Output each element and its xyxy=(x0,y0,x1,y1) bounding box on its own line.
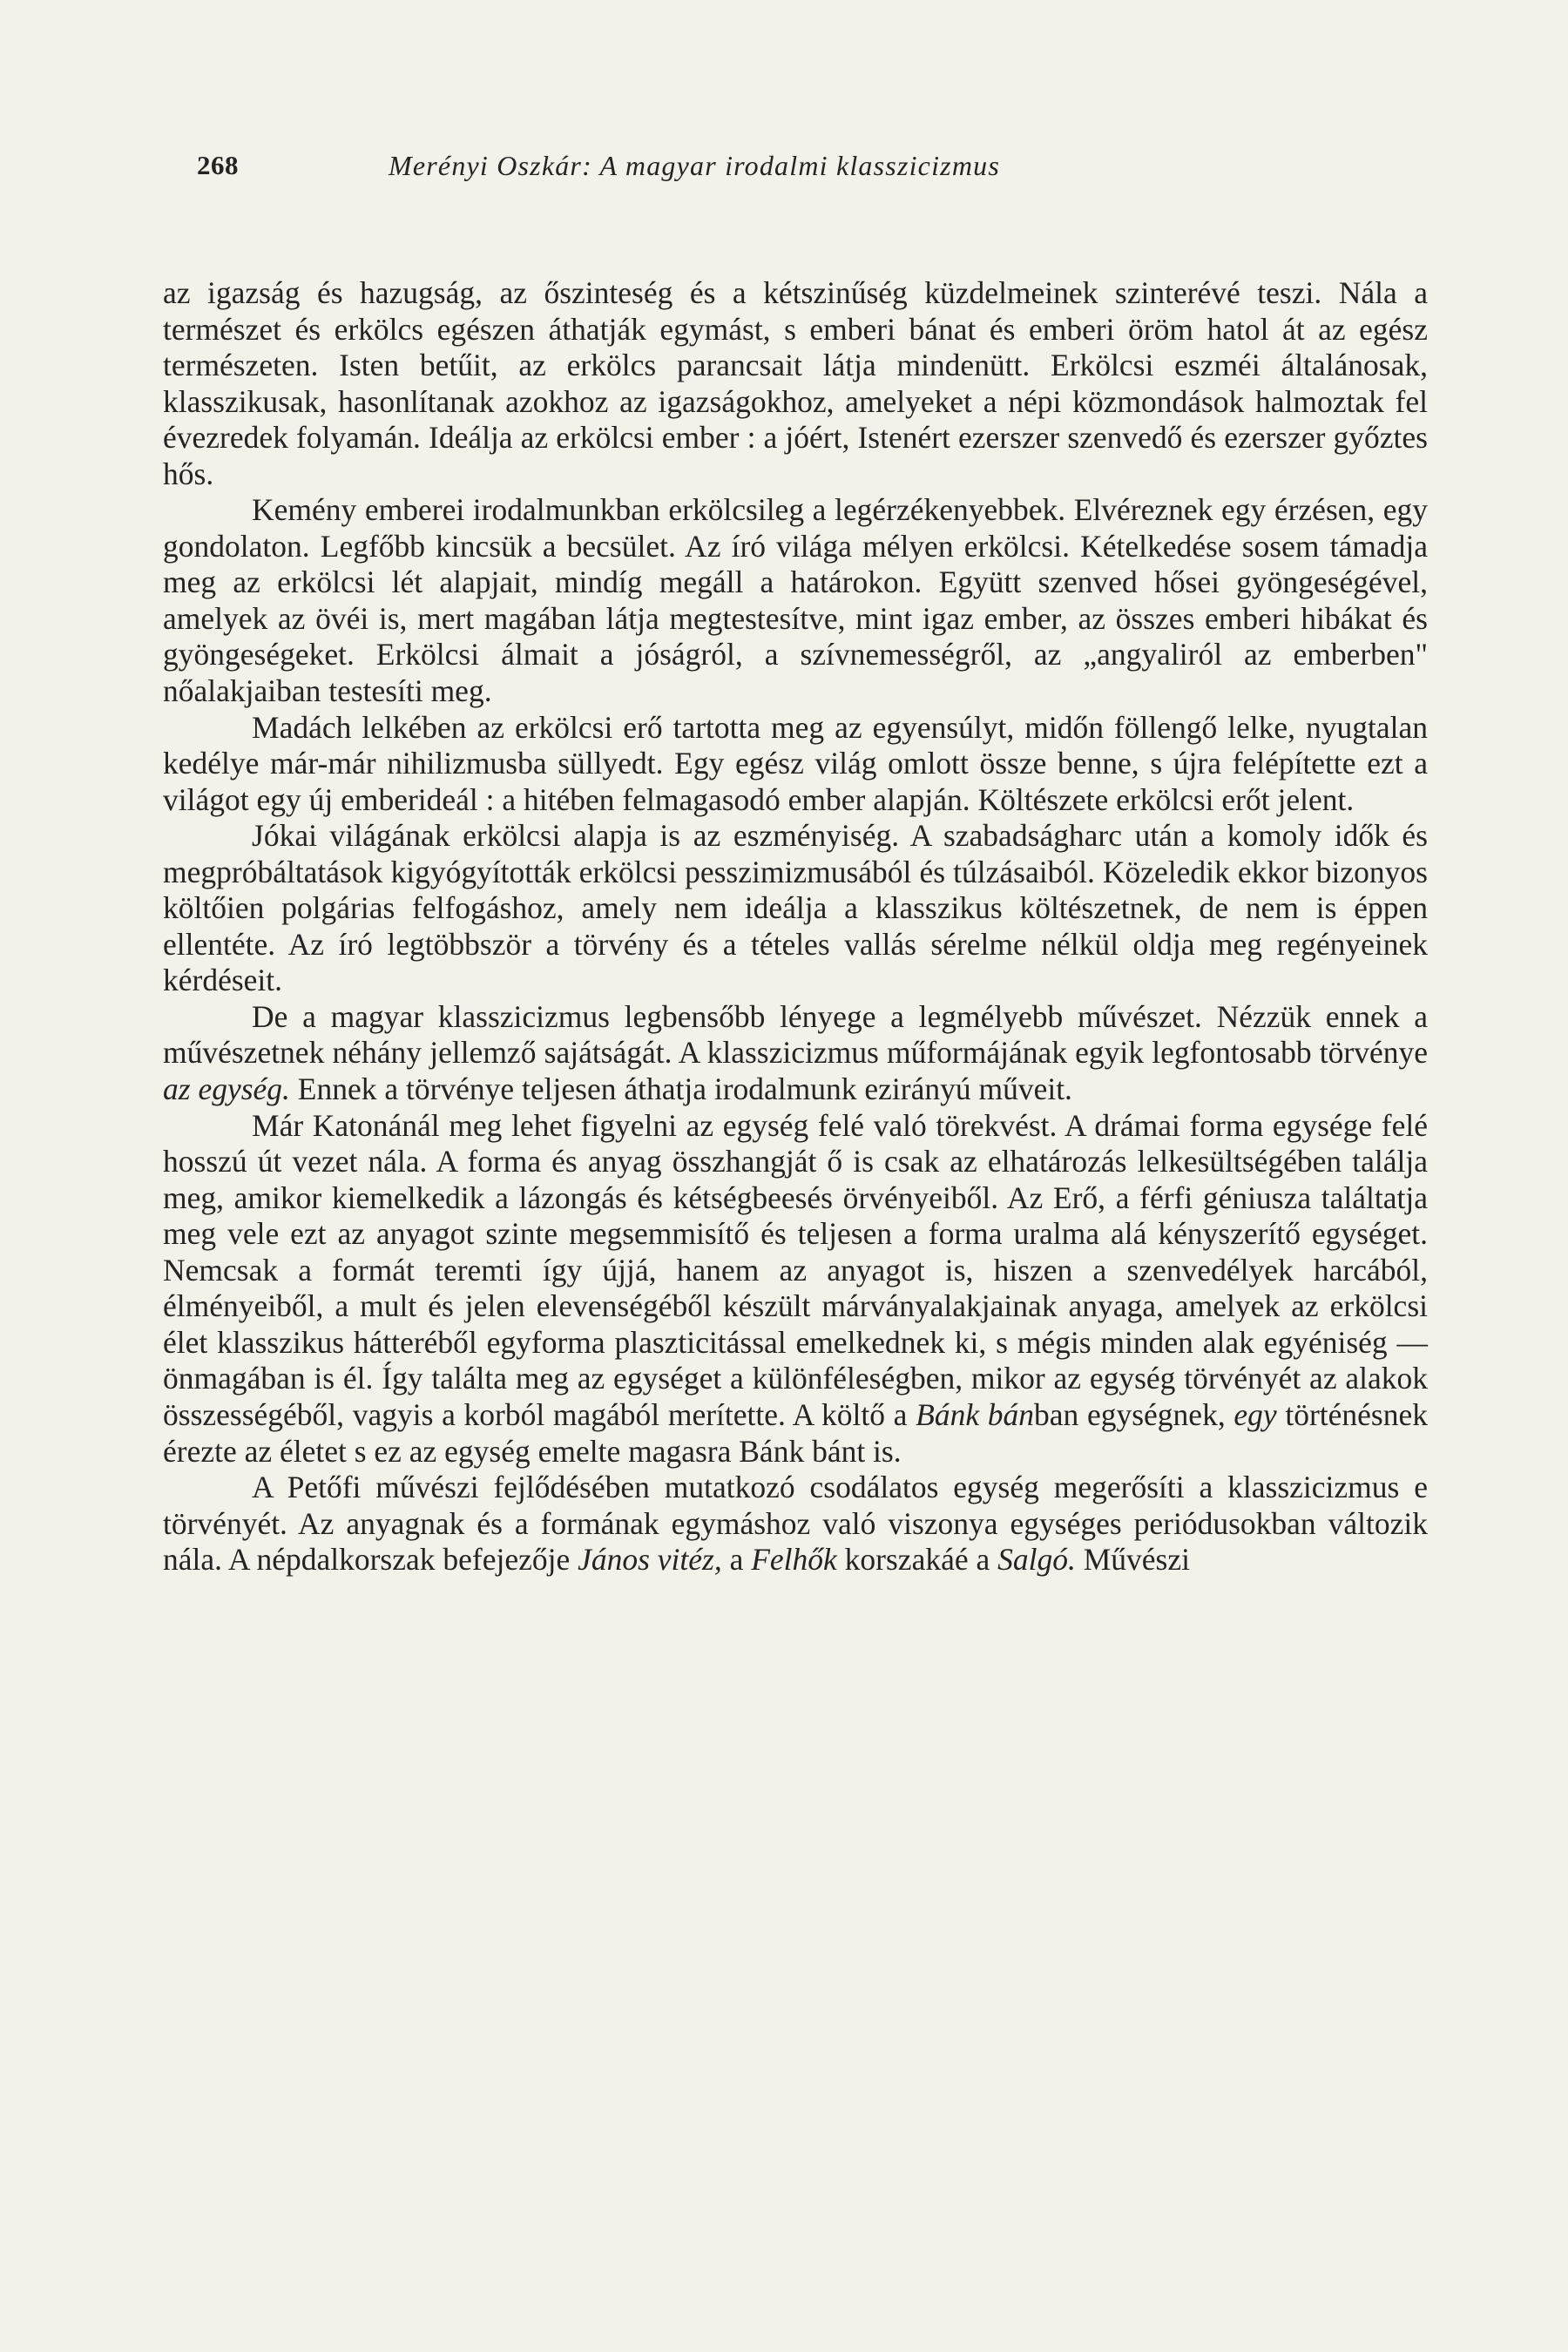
body-text xyxy=(163,275,1428,1578)
title-janos-vitez: János vitéz, xyxy=(578,1542,722,1578)
paragraph-6 xyxy=(163,1108,1428,1470)
paragraph-6-text: Már Katonánál meg lehet figyelni az egység felé való törekvést. A drámai forma egysége felé hosszú út vezet nála. A forma és anyag összhangját ő is csak az elhatározás lelkesültségében találja meg, amikor kiemelkedik a lázongás és kétségbeesés örvényeiből. Az Erő, a férfi géniusza találtatja meg vele ezt az anyagot szinte megsemmisítő és teljesen a forma uralma alá kényszerítő egységet. Nemcsak a formát teremti így újjá, hanem az anyagot is, hiszen a szenvedélyek harcából, élményeiből, a mult és jelen elevenségéből készült márványalakjainak anyaga, amelyek az erkölcsi élet klasszikus hátteréből egyforma plaszticitással emelkednek ki, s mégis minden alak egyéniség — önmagában is él. Így találta meg az egységet a különféleségben, mikor az egység törvényét az alakok összességéből, vagyis a korból magából merítette. A költő a xyxy=(163,1107,1428,1432)
paragraph-5 xyxy=(163,999,1428,1108)
paragraph-5-text: De a magyar klasszicizmus legbensőbb lényege a legmélyebb művészet. Nézzük ennek a művészetnek néhány jellemző sajátságát. A klasszicizmus műformájának egyik legfontosabb törvénye xyxy=(163,998,1428,1071)
running-head xyxy=(197,150,1416,193)
paragraph-5-emphasis: az egység. xyxy=(163,1071,290,1107)
paragraph-2 xyxy=(163,492,1428,709)
paragraph-2-text: Kemény emberei irodalmunkban erkölcsileg a legérzékenyebbek. Elvéreznek egy érzésen, egy gondolaton. Legfőbb kincsük a becsület. Az író világa mélyen erkölcsi. Kételkedése sosem támadja meg az erkölcsi lét alapjait, mindíg megáll a határokon. Együtt szenved hősei gyöngeségével, amelyek az övéi is, mert magában látja megtestesítve, mint igaz ember, az összes emberi hibákat és gyöngeségeket. Erkölcsi álmait a jóságról, a szívnemességről, az „angyaliról az emberben" nőalakjaiban testesíti meg. xyxy=(163,492,1428,709)
paragraph-7-text-2: a xyxy=(721,1542,752,1578)
paragraph-4 xyxy=(163,818,1428,999)
running-title: Merényi Oszkár: A magyar irodalmi klasszicizmus xyxy=(389,150,1000,181)
paragraph-1-text: az igazság és hazugság, az őszinteség és a kétszinűség küzdelmeinek szinterévé teszi. Nála a természet és erkölcs egészen áthatják egymást, s emberi bánat és emberi öröm hatol át az egész természeten. Isten betűit, az erkölcs parancsait látja mindenütt. Erkölcsi eszméi általánosak, klasszikusak, hasonlítanak azokhoz az igazságokhoz, amelyeket a népi közmondások halmoztak fel évezredek folyamán. Ideálja az erkölcsi ember : a jóért, Istenért ezerszer szenvedő és ezerszer győztes hős. xyxy=(163,275,1428,491)
paragraph-4-text: Jókai világának erkölcsi alapja is az eszményiség. A szabadságharc után a komoly idők és megpróbáltatások kigyógyították erkölcsi pesszimizmusából és túlzásaiból. Közeledik ekkor bizonyos költőien polgárias felfogáshoz, amely nem ideálja a klasszikus költészetnek, de nem is éppen ellentéte. Az író legtöbbször a törvény és a tételes vallás sérelme nélkül oldja meg regényeinek kérdéseit. xyxy=(163,818,1428,998)
paragraph-7-text-3: korszakáé a xyxy=(836,1542,998,1578)
paragraph-7-text: A Petőfi művészi fejlődésében mutatkozó csodálatos egység megerősíti a klasszicizmus e törvényét. Az anyagnak és a formának egymáshoz való viszonya egységes periódusokban változik nála. A népdalkorszak befejezője xyxy=(163,1470,1428,1578)
paragraph-5-text-end: Ennek a törvénye teljesen áthatja irodalmunk ezirányú műveit. xyxy=(289,1071,1072,1107)
paragraph-7 xyxy=(163,1470,1428,1578)
title-felhok: Felhők xyxy=(751,1542,837,1578)
paragraph-3-text: Madách lelkében az erkölcsi erő tartotta meg az egyensúlyt, midőn föllengő lelke, nyugtalan kedélye már-már nihilizmusba süllyedt. Egy egész világ omlott össze benne, s újra felépítette ezt a világot egy új emberideál : a hitében felmagasodó ember alapján. Költészete erkölcsi erőt jelent. xyxy=(163,709,1428,817)
paragraph-6-text-end: történésnek érezte az életet s ez az egység emelte magasra Bánk bánt is. xyxy=(163,1396,1428,1469)
paragraph-6-emphasis: egy xyxy=(1233,1396,1277,1432)
title-salgo: Salgó. xyxy=(997,1542,1076,1578)
paragraph-7-text-end: Művészi xyxy=(1075,1542,1190,1578)
title-bank-ban: Bánk bán xyxy=(916,1396,1035,1432)
paragraph-6-text-mid: ban egységnek, xyxy=(1034,1396,1234,1432)
paragraph-1 xyxy=(163,275,1428,492)
paragraph-3 xyxy=(163,710,1428,819)
page-number: 268 xyxy=(197,150,239,180)
